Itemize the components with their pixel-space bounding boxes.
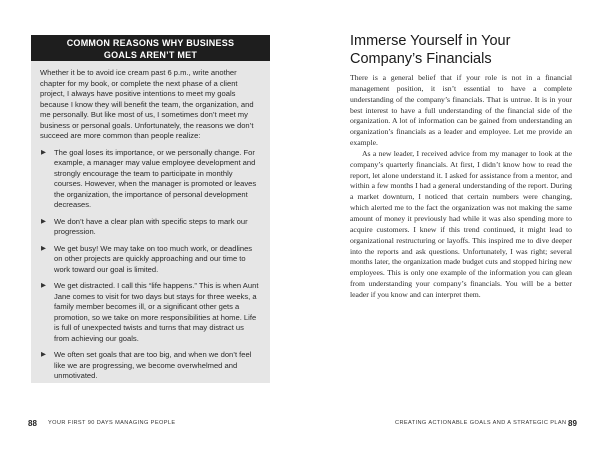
section-title-line-2: Company’s Financials: [350, 50, 492, 67]
sidebar-bullet-item: [40, 217, 261, 238]
sidebar-title: [31, 35, 270, 61]
body-paragraph: There is a general belief that if your role is not in a financial management position, it isn’t essential to have a complete understanding of the company’s financials. That is untrue. It is in your best interest to have a full understanding of the financial side of the organization. A lot of information can be gained from understanding an organization’s financials as a leader and employee. Let me provide an example.: [350, 73, 572, 148]
sidebar-bullet-item: [40, 148, 261, 211]
sidebar-bullet-item: [40, 244, 261, 276]
right-page: [300, 0, 600, 450]
sidebar-bullet-text: The goal loses its importance, or we personally change. For example, a manager may value employee development and strongly encourage the team to participate in monthly courses. However, when the manager is promoted or leaves the organization, the importance of personal development decreases.: [54, 147, 257, 209]
running-head-left: YOUR FIRST 90 DAYS MANAGING PEOPLE: [48, 420, 176, 426]
sidebar-bullet-item: [40, 281, 261, 344]
body-text: [350, 73, 572, 301]
triangle-bullet-icon: ▶: [41, 148, 46, 156]
sidebar-bullet-text: We often set goals that are too big, and when we don’t feel like we are progressing, we become overwhelmed and unmotivated.: [54, 350, 252, 380]
sidebar-intro: Whether it be to avoid ice cream past 6 p.m., write another chapter for my book, or complete the next phase of a client project, I always have positive intentions to meet my goals because I know they will benefit the team, the organization, and me personally. But like most of us, I sometimes don’t meet my business or personal goals. Unfortunately, the reasons we don’t succeed are more common than people realize:: [40, 68, 254, 140]
sidebar-bullet-text: We get busy! We may take on too much work, or deadlines on other projects are quickly approaching and our time to work toward our goal is limited.: [54, 243, 253, 274]
triangle-bullet-icon: ▶: [41, 282, 46, 289]
sidebar-title-line-2: GOALS AREN’T MET: [103, 49, 198, 60]
triangle-bullet-icon: ▶: [41, 244, 46, 252]
body-paragraph: As a new leader, I received advice from my manager to look at the company’s quarterly financials. At first, I didn’t know how to read the report, let alone understand it. I asked for assistance from a mentor, and within a few months I had a general understanding of the report. During a market downturn, I noticed that certain numbers were changing, which alerted me to the fact the organization was not making the same amount of money it previously had while it was also spending more to acquire customers. I knew if this trend continued, it might lead to organizational restructuring or layoffs. This inspired me to dive deeper into the reports and ask questions. Unfortunately, I was right; several months later, the organization made budget cuts and stopped hiring new employees. This is only one example of the information you can glean from understanding your company’s financials. You will be a better leader if you know and can interpret them.: [350, 148, 572, 299]
section-title-line-1: Immerse Yourself in Your: [350, 33, 511, 49]
page-number-left: 88: [28, 419, 37, 428]
section-title: [350, 33, 580, 68]
sidebar-bullet-text: We get distracted. I call this “life happens.” This is when Aunt Jane comes to visit for two days but stays for three weeks, a family member becomes ill, or a significant other gets a promotion, so we take on more responsibilities at home. Life is full of unexpected twists and turns that may distract us from achieving our goals.: [54, 281, 259, 343]
sidebar-title-line-1: COMMON REASONS WHY BUSINESS: [66, 38, 235, 48]
running-head-right: CREATING ACTIONABLE GOALS AND A STRATEGIC PLAN: [395, 420, 567, 426]
page-number-right: 89: [568, 419, 577, 428]
sidebar-body: [31, 61, 270, 382]
sidebar-bullet-list: [40, 148, 261, 382]
triangle-bullet-icon: ▶: [41, 351, 46, 358]
sidebar-bullet-item: [40, 350, 261, 382]
sidebar-box: [31, 35, 270, 383]
sidebar-bullet-text: We don’t have a clear plan with specific steps to mark our progression.: [54, 216, 248, 236]
triangle-bullet-icon: ▶: [41, 217, 46, 225]
